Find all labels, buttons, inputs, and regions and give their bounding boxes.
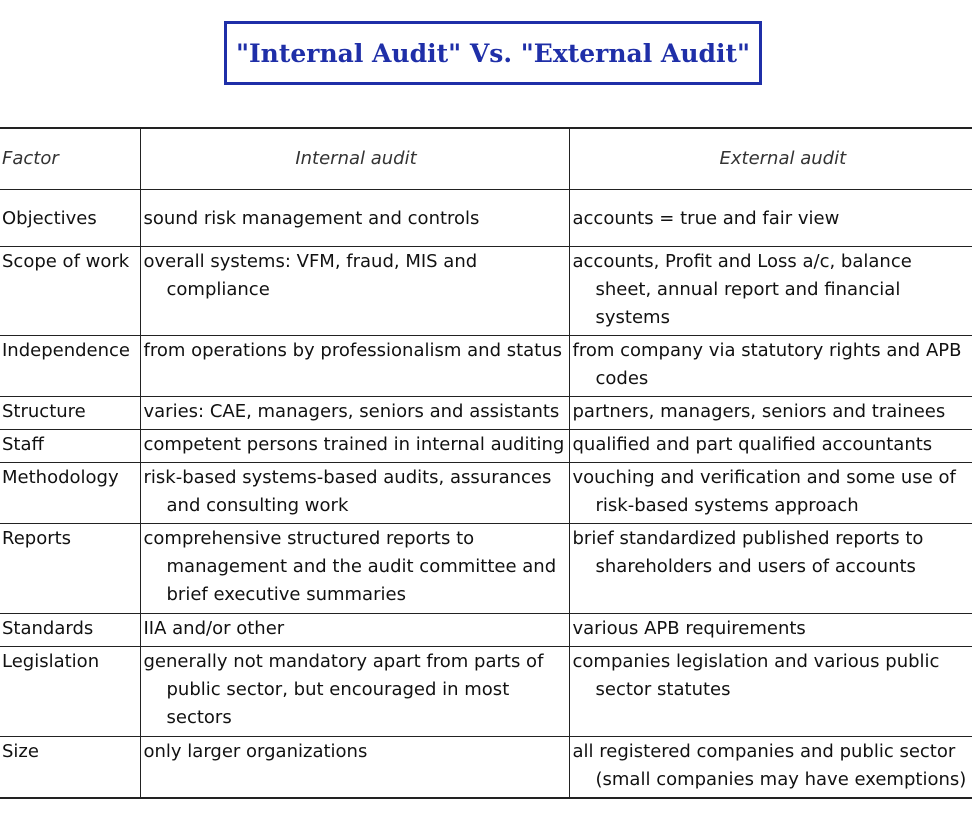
external-text: from company via statutory rights and APB codes (572, 340, 962, 389)
external-text: all registered companies and public sector (small companies may have exemptions) (572, 741, 967, 790)
factor-label: Scope of work (2, 251, 130, 272)
header-factor: Factor (0, 128, 140, 190)
factor-cell (0, 190, 140, 247)
internal-cell (140, 397, 569, 430)
factor-cell (0, 397, 140, 430)
factor-cell (0, 647, 140, 737)
internal-text: only larger organizations (143, 741, 368, 762)
factor-cell (0, 247, 140, 336)
external-text: partners, managers, seniors and trainees (572, 401, 946, 422)
factor-cell (0, 336, 140, 397)
internal-text: risk-based systems-based audits, assurances and consulting work (143, 467, 552, 516)
internal-text: comprehensive structured reports to management and the audit committee and brief executive summaries (143, 528, 557, 605)
table-row (0, 463, 972, 524)
factor-label: Independence (2, 340, 131, 361)
internal-text: varies: CAE, managers, seniors and assistants (143, 401, 560, 422)
internal-cell (140, 737, 569, 799)
table-row (0, 397, 972, 430)
factor-label: Size (2, 741, 39, 762)
internal-text: overall systems: VFM, fraud, MIS and compliance (143, 251, 478, 300)
internal-cell (140, 463, 569, 524)
internal-cell (140, 647, 569, 737)
external-text: accounts, Profit and Loss a/c, balance sheet, annual report and financial systems (572, 251, 912, 328)
page-title: "Internal Audit" Vs. "External Audit" (235, 38, 751, 68)
external-cell (569, 397, 972, 430)
internal-cell (140, 336, 569, 397)
external-text: vouching and verification and some use of risk-based systems approach (572, 467, 956, 516)
header-external-audit: External audit (569, 128, 972, 190)
table-row (0, 336, 972, 397)
external-text: accounts = true and fair view (572, 208, 840, 229)
internal-text: competent persons trained in internal auditing (143, 434, 565, 455)
external-cell (569, 247, 972, 336)
external-cell (569, 463, 972, 524)
factor-label: Staff (2, 434, 44, 455)
factor-label: Reports (2, 528, 72, 549)
internal-cell (140, 524, 569, 614)
external-text: various APB requirements (572, 618, 806, 639)
factor-label: Methodology (2, 467, 119, 488)
external-cell (569, 190, 972, 247)
internal-text: generally not mandatory apart from parts of public sector, but encouraged in most sectors (143, 651, 544, 728)
table-row (0, 247, 972, 336)
factor-label: Standards (2, 618, 94, 639)
external-cell (569, 524, 972, 614)
internal-cell (140, 614, 569, 647)
table-row (0, 737, 972, 799)
table-row (0, 647, 972, 737)
internal-text: IIA and/or other (143, 618, 285, 639)
table-row (0, 190, 972, 247)
internal-text: sound risk management and controls (143, 208, 480, 229)
table-row (0, 524, 972, 614)
internal-text: from operations by professionalism and status (143, 340, 563, 361)
internal-cell (140, 190, 569, 247)
factor-cell (0, 737, 140, 799)
external-text: brief standardized published reports to shareholders and users of accounts (572, 528, 924, 577)
factor-cell (0, 463, 140, 524)
factor-label: Objectives (2, 208, 97, 229)
external-cell (569, 647, 972, 737)
table-header-row (0, 128, 972, 190)
external-cell (569, 336, 972, 397)
title-box (224, 21, 762, 85)
factor-cell (0, 430, 140, 463)
external-cell (569, 430, 972, 463)
table-row (0, 614, 972, 647)
internal-cell (140, 430, 569, 463)
factor-cell (0, 614, 140, 647)
comparison-table (0, 127, 972, 799)
header-internal-audit: Internal audit (140, 128, 569, 190)
internal-cell (140, 247, 569, 336)
external-text: companies legislation and various public sector statutes (572, 651, 940, 700)
external-cell (569, 737, 972, 799)
factor-label: Legislation (2, 651, 100, 672)
external-cell (569, 614, 972, 647)
external-text: qualified and part qualified accountants (572, 434, 933, 455)
factor-cell (0, 524, 140, 614)
factor-label: Structure (2, 401, 86, 422)
table-row (0, 430, 972, 463)
